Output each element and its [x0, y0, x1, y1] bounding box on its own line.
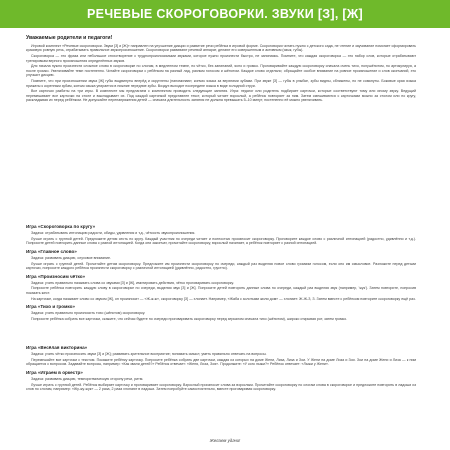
- game-block: [26, 249, 416, 271]
- game-heading: Игра «Тихо и громко»: [26, 304, 75, 310]
- game-paragraph: Задача: учить чётко произносить звуки [З] и [Ж]; развивать зрительное восприятие; понимать смысл; уметь правильно отвечать на вопросы.: [31, 352, 267, 356]
- intro-paragraph: Помните, что при произношении звука [Ж] губы выдвинуты вперёд и округлены (напоминают, кончик языка за верхними зубами. При звуке [З] — губы в улыбке, зубы видны, сближены, но не сомкнуты. Боковые края языка прижаты к коренным зубам, кончик языка упирается в нижние передние зубы. Воздух выходит посередине языка в виде холодной струи.: [26, 79, 416, 88]
- game-paragraph: Задача: развивать дикцию, темпоритмическую сторону речи, ритм.: [31, 376, 144, 381]
- game-paragraph: Попросите ребёнка собрать все карточки, скажите, что сейчас будете по очереди проговаривать скороговорку перед зеркалом сначала тихо (шёпотом), широко открывая рот, затем громко.: [31, 316, 348, 321]
- intro-paragraph: Игровой комплект «Речевые скороговорки. Звуки [З] и [Ж]» направлен на улучшение дикции и развитие речи ребёнка в игровой форме. Скороговорки читать нужно с детского сада, не чтение и заучивание помогает сформировать красивую ровную речь, отрабатывать правильное звукопроизношение. Скороговорки развивают речевой аппарат, делают его совершенным и активным (язык, губы).: [26, 43, 416, 53]
- game-paragraph: На карточке, когда называет слово со звуком [Ж], он произносит — «Ж-ж-ж», скороговорку [З] — хлопает. Например, «Жаба с золотыми жили дом» — хлопает: Ж-Ж-З, З. Затем вместе с ребёнком повторите скороговорку ещё раз.: [31, 296, 416, 301]
- game-paragraph: Попросите ребёнка повторить каждую слову в скороговорке по очереди, выделяя звук [З] и [Ж]. Попросите детей повторить данные слова по очереди, каждый раз выделяя звук (например, 'жук'). Затем повторите, попросив показать жест.: [26, 286, 416, 295]
- game-paragraph: Лучше играть с группой детей. Ребёнок выбирает карточку и проговаривает скороговорку. Взрослый произносит слова за взрослым. Прочитайте скороговорку по слогам слова в скороговорке и предложите повторить в ладоши из слов по слогам, например: «Жу-жу-жук» — 2 раза, 2 раза хлопают в ладоши. Затем попробуйте самостоятельно, вместе проговаривая скороговорку.: [26, 382, 416, 392]
- game-heading: Игра «Главное слово»: [26, 248, 77, 254]
- game-paragraph: Задача: развивать дикцию, слуховое внимание.: [31, 255, 111, 260]
- game-paragraph: Задача: учить правильно называть слова со звуками [З] и [Ж], имитировать действия, чётко проговаривать скороговорку.: [31, 280, 234, 285]
- game-paragraph: Задача: отрабатывать интонацию радости, обиды, удивления и т.д., чёткость звукопроизношения.: [31, 231, 196, 235]
- intro-paragraph: Для начала нужно произнести сложное слово в скороговорке по слогам, в медленном темпе, но чётко, без запинаний, ясно и громко. Проговаривайте каждую скороговорку сначала очень тихо, полушёпотом, но артикулируя, а после громко. Увеличивайте темп постепенно. Читайте скороговорки с ребёнком на разный лад, разным голосом и шёпотом. Каждое слово отдельно; обращайте особое внимание на ровное произношение и слов окончаний, это улучшит дикцию.: [26, 64, 416, 78]
- game-paragraph: Задача: учить правильно произносить тихо (шёпотом) скороговорку.: [31, 311, 146, 316]
- game-block: [26, 274, 416, 302]
- game-block: [26, 224, 416, 246]
- game-heading: Игра «Играем в оркестр»: [26, 369, 83, 375]
- page-title: РЕЧЕВЫЕ СКОРОГОВОРКИ. ЗВУКИ [З], [Ж]: [0, 0, 450, 28]
- intro-paragraph: Скороговорка — это фраза или небольшое стихотворение с труднопроизносимыми звуками, которое нужно произнести быстро, не запинаясь. Помните, что каждая скороговорка — это набор слов, которые отрабатывают тренировкам верного произношения определённых звуков.: [26, 54, 416, 63]
- games-section-middle: [26, 224, 416, 324]
- games-section-bottom: [26, 345, 416, 395]
- game-block: [26, 370, 416, 392]
- closing-wish: Желаем удачи!: [209, 438, 241, 443]
- game-paragraph: Перемешайте все карточки с текстом. Покажите ребёнку карточку. Попросите ребёнка собрать две карточки, каждая из которых на доме Жени, Лиза, Лиза и Зои. У Жени на доме Лиза и Зои. Зои на доме Жени и Лиза — к ним обращается с вопросом. Задавайте вопросы, например: «Как звали детей?» Ребёнок отвечает: «Женя, Лиза, Зоя». Продолжите: «У кого лыжи?» Ребёнок отвечает: «Лыжи у Жени».: [26, 357, 416, 367]
- intro-paragraph: Все карточки разбиты на три игры. В комплекте мы предлагаем с комплектом проводить следующие занятия. Игра: педагог или родитель подбирает карточки, которые соответствуют тому или иному звуку. Ведущий перемешивает все карточки на столе и выкладывает их. Под каждой картинкой представлен текст, который читает взрослый, а ребёнок повторяет за ним. Затем смешиваются с карточками можно за столом или по кругу, раскладывая их перед ребёнком. Не допускайте перенапряжения детей — сначала длительность занятия не должна превышать 5–10 минут, постепенно её можно увеличивать.: [26, 89, 416, 103]
- intro-heading: Уважаемые родители и педагоги!: [26, 35, 113, 41]
- game-heading: Игра «Произносим чётко»: [26, 273, 86, 279]
- game-block: [26, 304, 416, 321]
- game-paragraph: Лучше играть с группой детей. Предложите детям сесть по кругу. Каждый участник по очереди читает и полностью произносит скороговорку. Проговорите каждое слово с различной интонацией (радостно, удивлённо и т.д.). Попросите детей повторить данные слова с разной интонацией. Когда они закончат, прочитайте скороговорку, взрослый начинает, а ребёнок повторяет с разной интонацией.: [26, 236, 416, 246]
- game-heading: Игра «Скороговорка по кругу»: [26, 224, 96, 229]
- game-block: [26, 345, 416, 367]
- intro-section: [26, 36, 416, 104]
- game-paragraph: Лучше играть с группой детей. Прочитайте детям скороговорку. Предложите им произнести скороговорку по очереди, каждый раз выделяя новое слово громким голосом, если оно им смысловое. Разложите перед детьми карточки, попросите каждого ребёнка произнести скороговорку с различной интонацией (удивлённо, радостно, грустно).: [26, 261, 416, 271]
- game-heading: Игра «Весёлая викторина»: [26, 345, 88, 350]
